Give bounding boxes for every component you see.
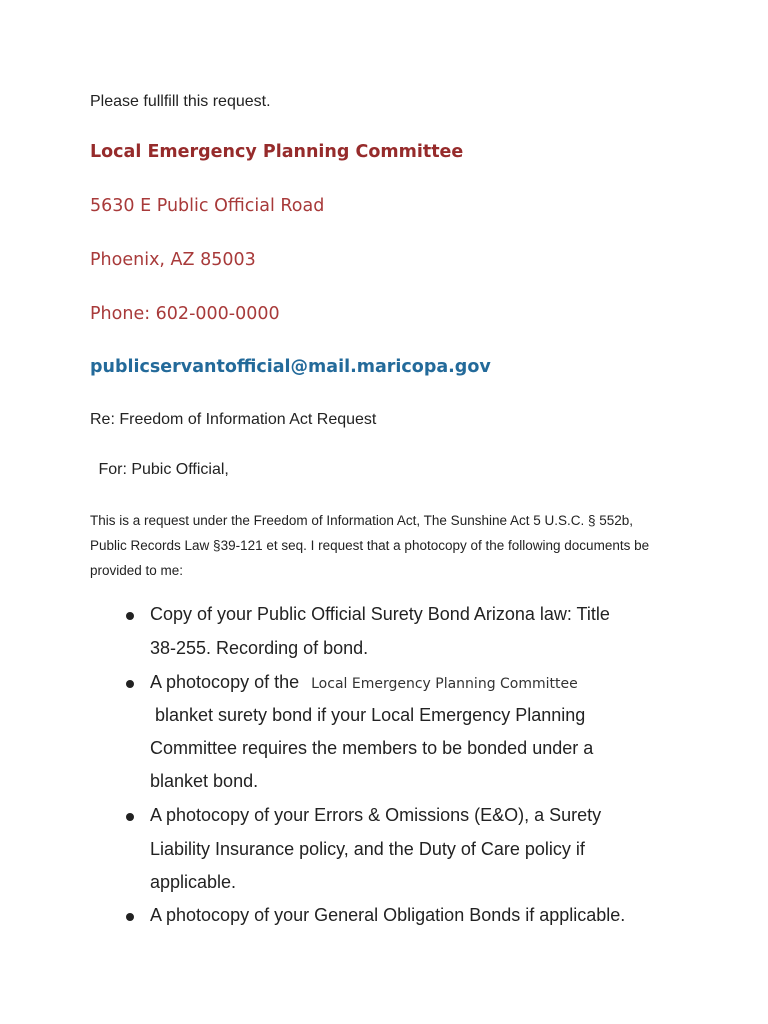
bullet-icon xyxy=(126,913,134,921)
paragraph-line: Public Records Law §39-121 et seq. I request that a photocopy of the following documents be xyxy=(90,538,650,553)
recipient-email: publicservantofficial@mail.maricopa.gov xyxy=(90,357,491,377)
list-item-line: applicable. xyxy=(150,872,237,892)
intro-text: Please fullfill this request. xyxy=(90,93,271,110)
list-item-line: Copy of your Public Official Surety Bond Arizona law: Title xyxy=(150,604,610,624)
subject-line: Re: Freedom of Information Act Request xyxy=(90,411,377,428)
paragraph-line: This is a request under the Freedom of Information Act, The Sunshine Act 5 U.S.C. § 552b, xyxy=(90,513,634,528)
list-item-line: blanket bond. xyxy=(150,771,259,791)
list-item-line: blanket surety bond if your Local Emergency Planning xyxy=(150,705,586,725)
list-item-line: 38-255. Recording of bond. xyxy=(150,638,369,658)
recipient-address-line1: 5630 E Public Official Road xyxy=(90,196,325,216)
list-item-line xyxy=(150,672,578,693)
list-item-line: A photocopy of your Errors & Omissions (E&O), a Surety xyxy=(150,805,602,825)
recipient-phone: Phone: 602-000-0000 xyxy=(90,304,280,324)
request-paragraph xyxy=(90,508,690,583)
list-item-line: A photocopy of your General Obligation Bonds if applicable. xyxy=(150,905,626,925)
salutation: For: Pubic Official, xyxy=(94,461,229,478)
recipient-address-line2: Phoenix, AZ 85003 xyxy=(90,250,256,270)
paragraph-line: provided to me: xyxy=(90,563,184,578)
bullet-icon xyxy=(126,813,134,821)
inline-org-name: Local Emergency Planning Committee xyxy=(311,676,578,692)
recipient-name: Local Emergency Planning Committee xyxy=(90,142,464,162)
bullet-icon xyxy=(126,680,134,688)
list-item-text: A photocopy of the xyxy=(150,672,300,692)
bullet-icon xyxy=(126,612,134,620)
list-item-line: Committee requires the members to be bonded under a xyxy=(150,738,594,758)
list-item-line: Liability Insurance policy, and the Duty of Care policy if xyxy=(150,839,585,859)
